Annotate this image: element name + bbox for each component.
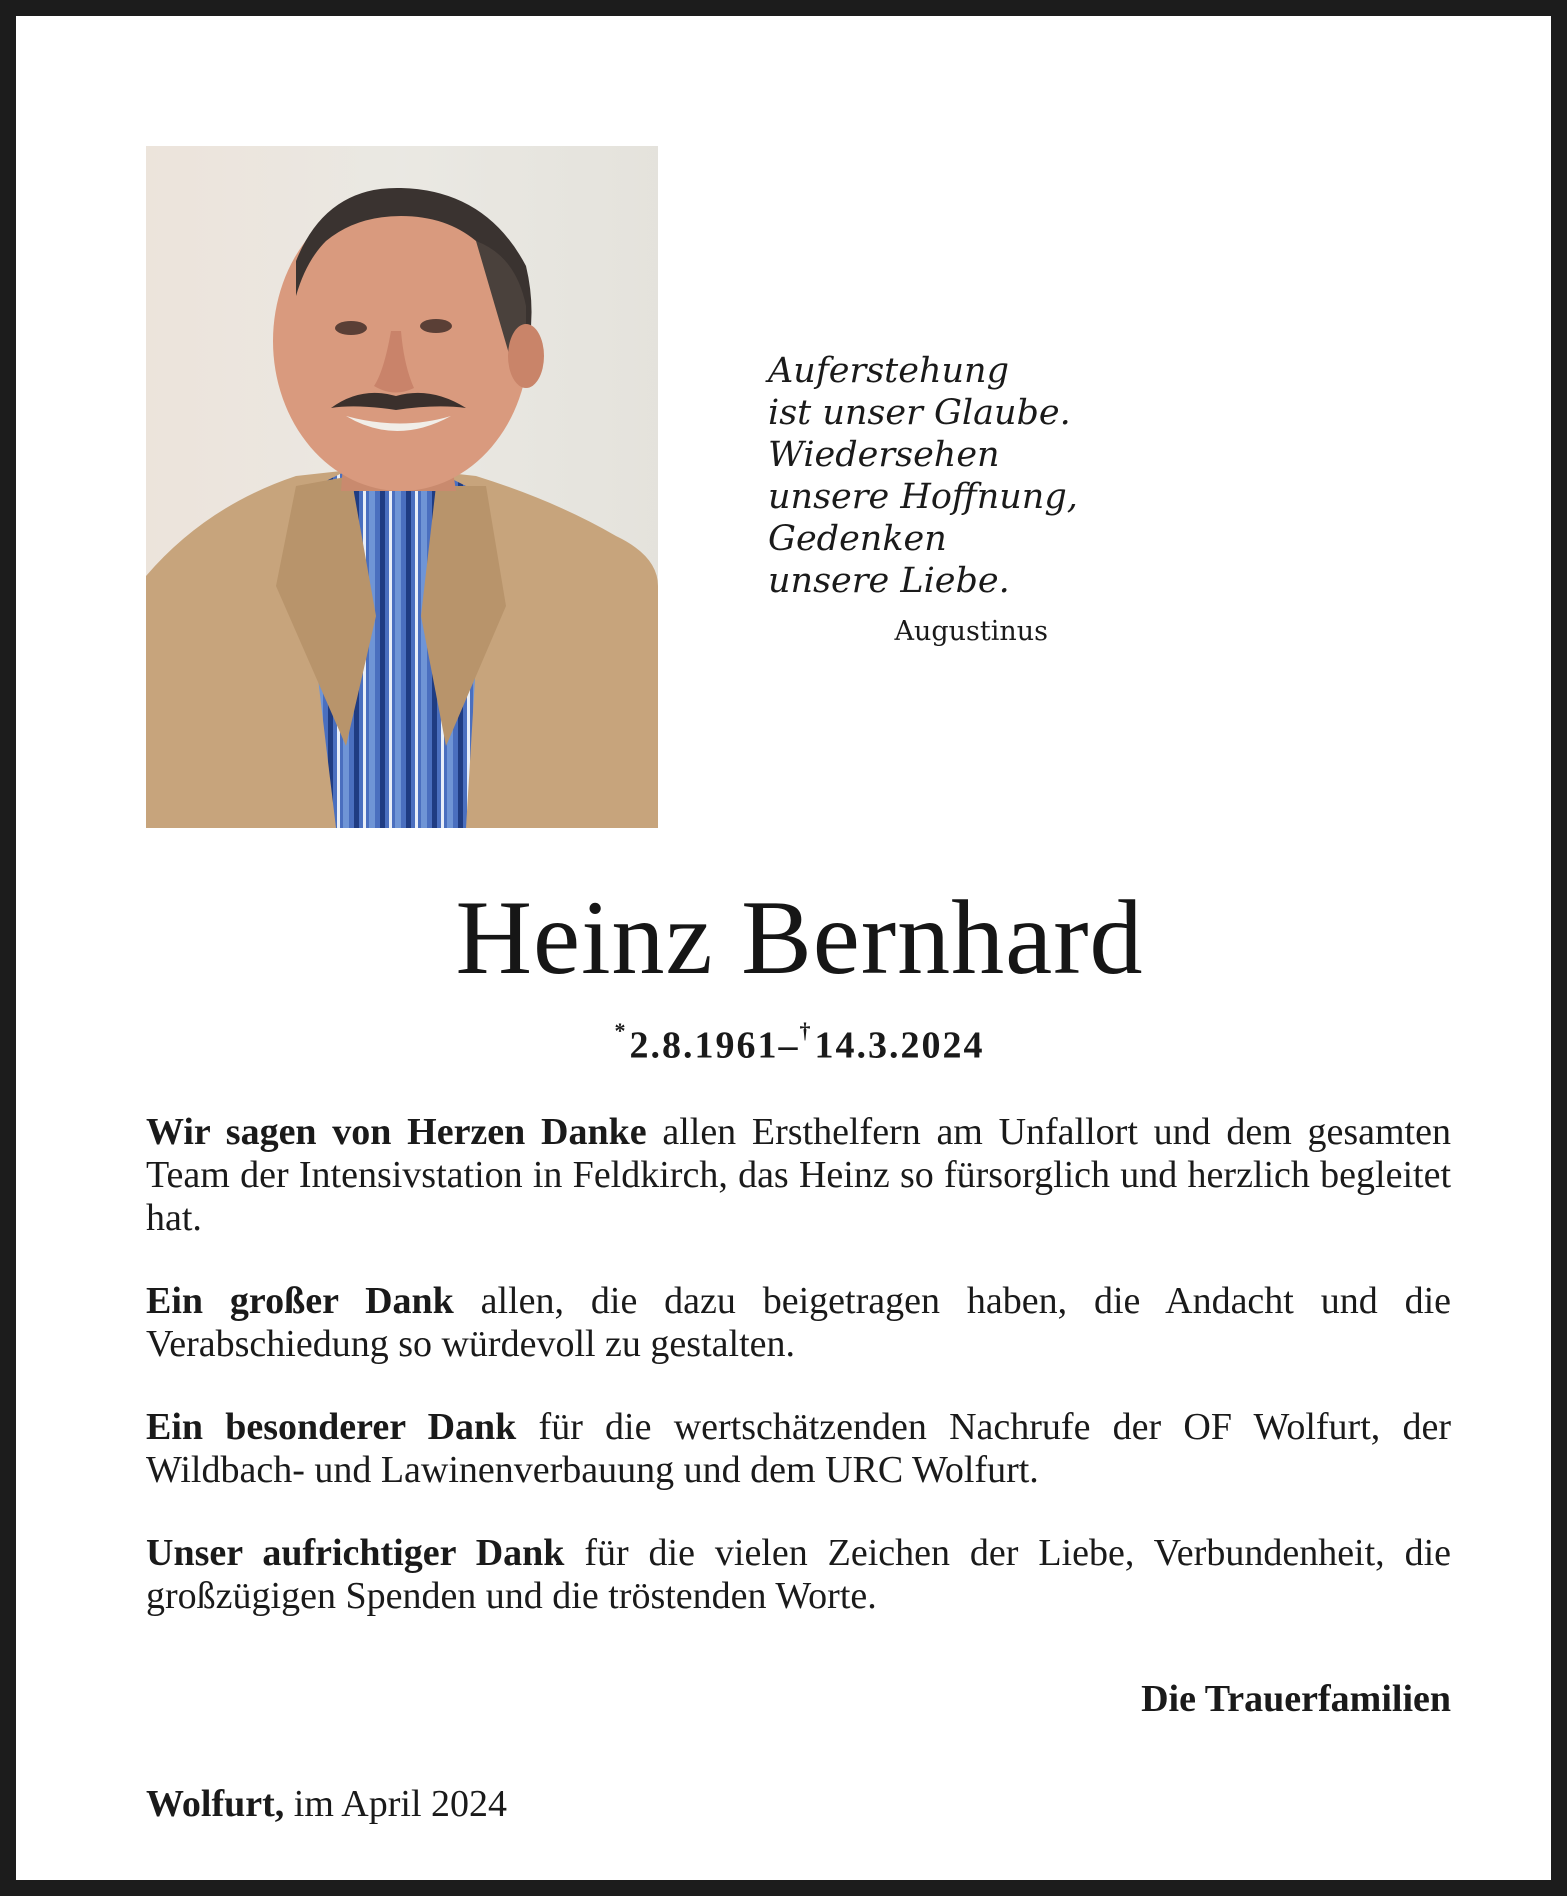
portrait-illustration (146, 146, 658, 828)
date-separator: – (778, 1024, 800, 1067)
paragraph-lead: Ein großer Dank (146, 1280, 454, 1322)
thanks-paragraph (146, 1111, 1451, 1240)
life-dates (16, 1014, 1567, 1069)
thanks-paragraph (146, 1532, 1451, 1618)
quote-line: Wiedersehen (768, 435, 1000, 475)
deceased-name: Heinz Bernhard (455, 879, 1144, 996)
paragraph-text: allen Ersthelfern am Unfallort und dem gesamten Team der Intensivstation in Feldkirch, das Heinz so fürsorglich und herzlich begleitet hat. (146, 1111, 1451, 1239)
death-date: 14.3.2024 (814, 1024, 985, 1067)
paragraph-text: für die wertschätzenden Nachrufe der OF Wolfurt, der Wildbach- und Lawinenverbauung und dem URC Wolfurt. (146, 1406, 1451, 1491)
signature: Die Trauerfamilien (1141, 1678, 1451, 1720)
quote-line: Auferstehung (768, 351, 1009, 391)
birth-symbol: * (614, 1018, 628, 1043)
quote-line: ist unser Glaube. (768, 393, 1071, 433)
thanks-text (146, 1111, 1451, 1658)
quote-line: Gedenken (768, 519, 947, 559)
thanks-paragraph (146, 1406, 1451, 1492)
quote-line: unsere Hoffnung, (768, 477, 1078, 517)
place-date-text: im April 2024 (284, 1783, 508, 1825)
paragraph-lead: Wir sagen von Herzen Danke (146, 1111, 647, 1153)
paragraph-text: für die vielen Zeichen der Liebe, Verbundenheit, die großzügigen Spenden und die tröstenden Worte. (146, 1532, 1452, 1617)
birth-date: 2.8.1961 (629, 1024, 779, 1067)
quote-author: Augustinus (894, 616, 1048, 647)
portrait-photo (146, 146, 658, 828)
thanks-paragraph (146, 1280, 1451, 1366)
paragraph-text: allen, die dazu beigetragen haben, die Andacht und die Verabschiedung so würdevoll zu gestalten. (146, 1280, 1451, 1365)
paragraph-lead: Ein besonderer Dank (146, 1406, 517, 1448)
place-date (146, 1781, 946, 1827)
quote-lines (768, 350, 1088, 602)
paragraph-lead: Unser aufrichtiger Dank (146, 1532, 565, 1574)
quote-block (768, 350, 1088, 647)
quote-line: unsere Liebe. (768, 561, 1010, 601)
place-town: Wolfurt, (146, 1783, 285, 1825)
death-symbol: † (799, 1018, 813, 1043)
